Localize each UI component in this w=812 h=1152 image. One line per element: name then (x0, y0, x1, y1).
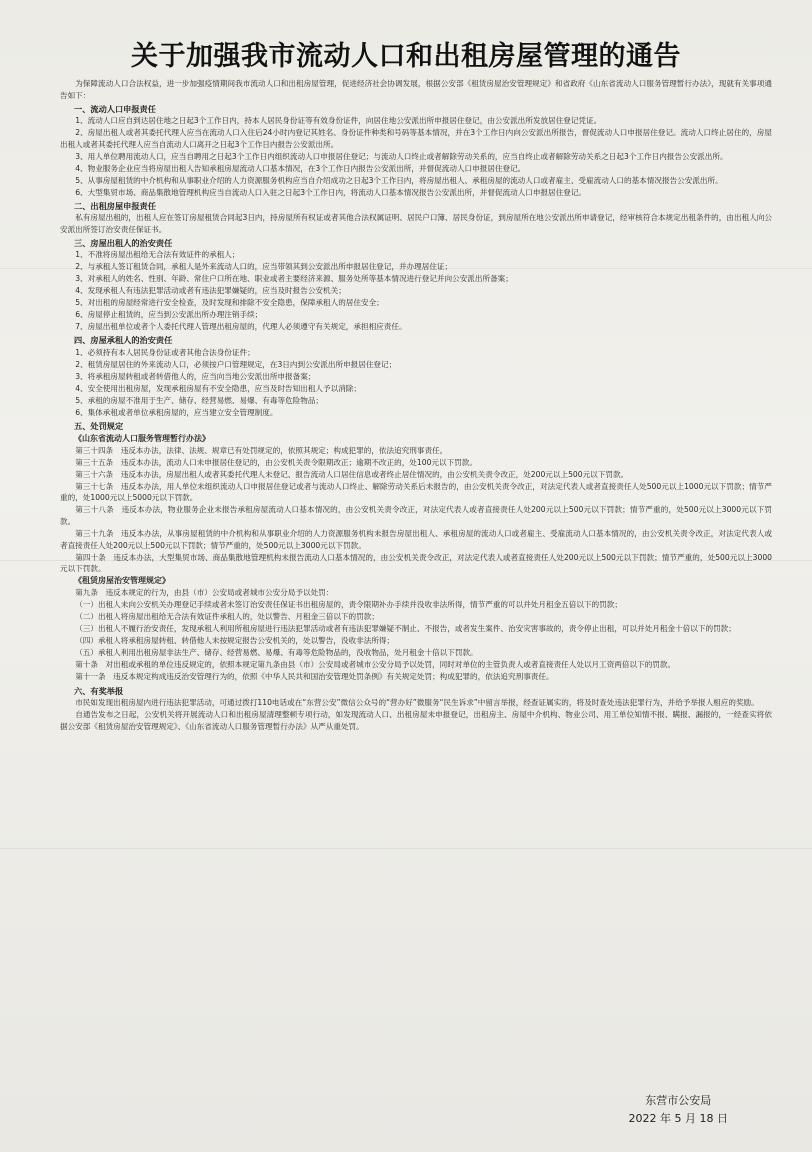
paper-fold-line (0, 848, 812, 849)
list-item: 4、安全使用出租房屋，发现承租房屋有不安全隐患，应当及时告知出租人予以消除； (75, 384, 361, 394)
article: 第三十五条 违反本办法，流动人口未申报居住登记的，由公安机关责令限期改正；逾期不改正的，处100元以下罚款。 (75, 457, 477, 467)
paragraph: 私有房屋出租的，出租人应在签订房屋租赁合同起3日内，持房屋所有权证或者其他合法权属证明、居民户口簿、居民身份证，到房屋所在地公安派出所申请登记，经审核符合本规定出租条件的，由出租人向公安派出所签订治安责任保证书。 (60, 213, 772, 234)
list-item: 4、物业服务企业应当将房屋出租人告知承租房屋流动人口基本情况，在3个工作日内报告公安派出所，并督促流动人口申报居住登记。 (75, 163, 526, 173)
list-item: 1、流动人口应自到达居住地之日起3个工作日内，持本人居民身份证等有效身份证件，向居住地公安派出所申报居住登记，由公安派出所发放居住登记凭证。 (75, 116, 602, 126)
article: 第九条 违反本规定的行为，由县（市）公安局或者城市公安分局予以处罚： (75, 588, 334, 598)
regulation-title: 《租赁房屋治安管理规定》 (74, 576, 170, 586)
article: 第三十八条 违反本办法，物业服务企业未报告承租房屋流动人口基本情况的，由公安机关责令改正，对法定代表人或者直接责任人处200元以上500元以下罚款；情节严重的，处500元以上3000元以下罚款。 (60, 505, 772, 526)
list-item: 3、用人单位聘用流动人口，应当自聘用之日起3个工作日内组织流动人口申报居住登记；与流动人口终止或者解除劳动关系的，应当自终止或者解除劳动关系之日起3个工作日内报告公安派出所。 (75, 151, 728, 161)
issue-date: 2022 年 5 月 18 日 (628, 1112, 728, 1125)
intro-paragraph: 为保障流动人口合法权益，进一步加强疫情期间我市流动人口和出租房屋管理，促进经济社会协调发展，根据公安部《租赁房屋治安管理规定》和省政府《山东省流动人口服务管理暂行办法》，现就有关事项通告如下： (60, 79, 772, 100)
article-clause: （五）承租人利用出租房屋非法生产、储存、经营易燃、易爆、有毒等危险物品的，没收物品，处月租金十倍以下罚款。 (75, 648, 478, 658)
regulation-title: 《山东省流动人口服务管理暂行办法》 (74, 433, 210, 443)
section-heading: 五、处罚规定 (74, 421, 124, 432)
signature-block (629, 1090, 728, 1128)
paragraph: 自通告发布之日起，公安机关将开展流动人口和出租房屋清理整顿专项行动，如发现流动人口、出租房屋未申报登记，出租房主、房屋中介机构、物业公司、用工单位知情不报、瞒报、漏报的，一经查实将依据公安部《租赁房屋治安管理规定》、《山东省流动人口服务管理暂行办法》从严从重处罚。 (60, 710, 772, 731)
list-item: 2、房屋出租人或者其委托代理人应当在流动人口入住后24小时内登记其姓名、身份证件种类和号码等基本情况，并在3个工作日内向公安派出所报告，督促流动人口申报居住登记。流动人口终止居住的，房屋出租人或者其委托代理人应当自流动人口离开之日起3个工作日内报告公安派出所。 (60, 128, 772, 149)
section-heading: 二、出租房屋申报责任 (74, 200, 156, 211)
list-item: 6、大型集贸市场、商品集散地管理机构应当自流动人口入驻之日起3个工作日内，将流动人口基本情况报告公安派出所，并督促流动人口申报居住登记。 (75, 187, 587, 197)
list-item: 3、对承租人的姓名、性别、年龄、常住户口所在地、职业或者主要经济来源、服务处所等基本情况进行登记并向公安派出所备案； (75, 274, 513, 284)
article: 第三十六条 违反本办法，房屋出租人或者其委托代理人未登记、报告流动人口居住信息或者终止居住情况的，由公安机关责令改正，处200元以上500元以下罚款。 (75, 469, 629, 479)
article-clause: （三）出租人不履行治安责任，发现承租人利用所租房屋进行违法犯罪活动或者有违法犯罪嫌疑不制止、不报告，或者发生案件、治安灾害事故的，责令停止出租，可以并处月租金十倍以下的罚款； (75, 624, 736, 634)
article-clause: （四）承租人将承租房屋转租、转借他人未按规定报告公安机关的，处以警告，没收非法所得； (75, 636, 395, 646)
paragraph: 市民如发现出租房屋内进行违法犯罪活动，可通过拨打110电话或在“东营公安”微信公众号的“营办好”微服务“民生诉求”中留言举报，经查证属实的，将及时查处违法犯罪行为，并给予举报人相应的奖励。 (75, 697, 759, 707)
section-heading: 一、流动人口申报责任 (74, 103, 156, 114)
list-item: 6、房屋停止租赁的，应当到公安派出所办理注销手续； (75, 310, 263, 320)
article: 第四十条 违反本办法，大型集贸市场、商品集散地管理机构未报告流动人口基本情况的，由公安机关责令改正，对法定代表人或者直接责任人处200元以上500元以下罚款；情节严重的，处500元以上3000元以下罚款。 (60, 552, 772, 574)
list-item: 1、不准将房屋出租给无合法有效证件的承租人； (75, 250, 240, 260)
list-item: 5、从事房屋租赁的中介机构和从事职业介绍的人力资源服务机构应当自介绍成功之日起3个工作日内，将房屋出租人、承租房屋的流动人口或者雇主、受雇流动人口的基本情况报告公安派出所。 (75, 175, 723, 185)
section-heading: 六、有奖举报 (74, 685, 124, 696)
article-clause: （一）出租人未向公安机关办理登记手续或者未签订治安责任保证书出租房屋的，责令限期补办手续并没收非法所得，情节严重的可以并处月租金五倍以下的罚款； (75, 600, 622, 610)
list-item: 1、必须持有本人居民身份证或者其他合法身份证件； (75, 347, 255, 357)
list-item: 5、承租的房屋不准用于生产、储存、经营易燃、易爆、有毒等危险物品； (75, 396, 324, 406)
list-item: 5、对出租的房屋经常进行安全检查，及时发现和排除不安全隐患，保障承租人的居住安全； (75, 298, 384, 308)
section-heading: 四、房屋承租人的治安责任 (74, 335, 173, 346)
list-item: 2、租赁房屋居住的外来流动人口，必须按户口管理规定，在3日内到公安派出所申报居住登记； (75, 359, 397, 369)
notice-body (60, 78, 772, 733)
list-item: 3、将承租房屋转租或者转借他人的，应当向当地公安派出所申报备案； (75, 372, 316, 381)
article-clause: （二）出租人将房屋出租给无合法有效证件承租人的，处以警告、月租金三倍以下的罚款； (75, 612, 379, 622)
article: 第十条 对出租或承租的单位违反规定的，依照本规定第九条由县（市）公安局或者城市公安分局予以处罚，同时对单位的主管负责人或者直接责任人处以月工资两倍以下的罚款。 (75, 660, 676, 670)
section-heading: 三、房屋出租人的治安责任 (74, 237, 173, 248)
issuing-authority: 东营市公安局 (645, 1094, 712, 1107)
list-item: 6、集体承租或者单位承租房屋的，应当建立安全管理制度。 (75, 408, 278, 418)
list-item: 4、发现承租人有违法犯罪活动或者有违法犯罪嫌疑的，应当及时报告公安机关； (75, 286, 346, 296)
list-item: 7、房屋出租单位或者个人委托代理人管理出租房屋的，代理人必须遵守有关规定，承担相应责任。 (75, 322, 407, 332)
article: 第三十四条 违反本办法，法律、法规、规章已有处罚规定的，依照其规定；构成犯罪的，依法追究刑事责任。 (75, 445, 448, 455)
list-item: 2、与承租人签订租赁合同，承租人是外来流动人口的，应当带领其到公安派出所申报居住登记，并办理居住证； (75, 262, 453, 272)
article: 第三十九条 违反本办法，从事房屋租赁的中介机构和从事职业介绍的人力资源服务机构未报告房屋出租人、承租房屋的流动人口或者雇主、受雇流动人口基本情况的，由公安机关责令改正，对法定代表人或者直接责任人处200元以上500元以下罚款；情节严重的，处500元以上3000元以下罚款。 (60, 528, 772, 550)
article: 第三十七条 违反本办法，用人单位未组织流动人口申报居住登记或者与流动人口终止、解除劳动关系后未报告的，由公安机关责令改正，对法定代表人或者直接责任人处500元以上1000元以下罚款；情节严重的，处1000元以上5000元以下罚款。 (60, 481, 772, 503)
article: 第十一条 违反本规定构成违反治安管理行为的，依照《中华人民共和国治安管理处罚条例》有关规定处罚；构成犯罪的，依法追究刑事责任。 (75, 672, 554, 682)
notice-title: 关于加强我市流动人口和出租房屋管理的通告 (131, 41, 681, 72)
